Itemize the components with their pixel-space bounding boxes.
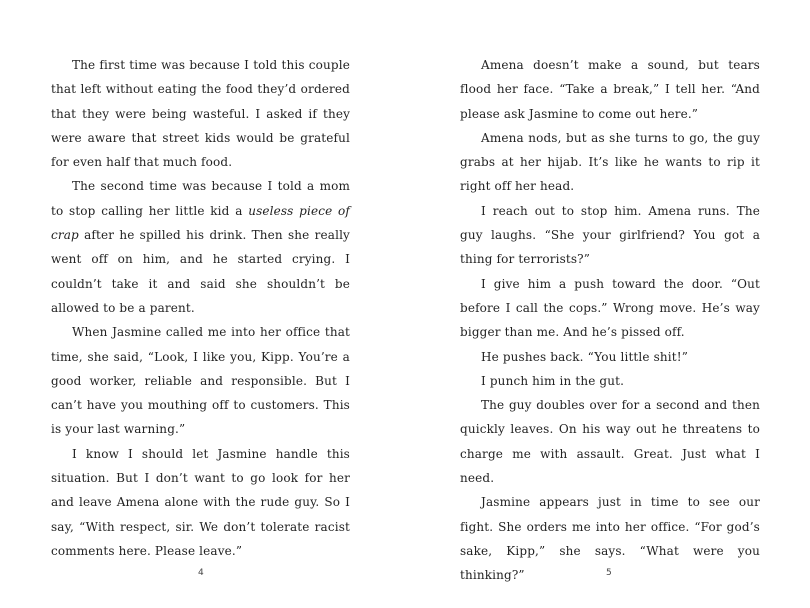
paragraph: Jasmine appears just in time to see our fight. She orders me into her office. “For god’s sake, Kipp,” she says. “What were you thinking?”: [460, 495, 760, 583]
page-number: 4: [198, 568, 204, 578]
left-page-text: [51, 53, 350, 563]
paragraph-text: after he spilled his drink. Then she really went off on him, and he started crying. I couldn’t take it and said she shouldn’t be allowed to be a parent.: [51, 228, 350, 315]
paragraph: Amena nods, but as she turns to go, the guy grabs at her hijab. It’s like he wants to rip it right off her head.: [460, 130, 760, 194]
paragraph: When Jasmine called me into her office that time, she said, “Look, I like you, Kipp. You’re a good worker, reliable and responsible. But I can’t have you mouthing off to customers. This is your last warning.”: [51, 325, 350, 437]
page-number: 5: [606, 568, 612, 578]
paragraph: I punch him in the gut.: [481, 373, 625, 388]
paragraph: I give him a push toward the door. “Out before I call the cops.” Wrong move. He’s way bigger than me. And he’s pissed off.: [460, 276, 760, 340]
paragraph-text: The second time was because I told a mom to stop calling her little kid a: [51, 179, 350, 218]
paragraph: He pushes back. “You little shit!”: [481, 349, 689, 364]
paragraph: I reach out to stop him. Amena runs. The guy laughs. “She your girlfriend? You got a thing for terrorists?”: [460, 203, 760, 267]
right-page: [405, 0, 810, 608]
paragraph: The first time was because I told this couple that left without eating the food they’d ordered that they were being wasteful. I asked if they were aware that street kids would be grateful for even half that much food.: [51, 58, 350, 170]
paragraph: Amena doesn’t make a sound, but tears flood her face. “Take a break,” I tell her. “And please ask Jasmine to come out here.”: [460, 58, 760, 121]
right-page-text: [460, 53, 760, 588]
paragraph: The guy doubles over for a second and then quickly leaves. On his way out he threatens to charge me with assault. Great. Just what I need.: [460, 398, 760, 486]
paragraph: I know I should let Jasmine handle this situation. But I don’t want to go look for her and leave Amena alone with the rude guy. So I say, “With respect, sir. We don’t tolerate racist comments here. Please leave.”: [51, 446, 350, 558]
emphasized-phrase: useless piece of crap: [51, 203, 351, 243]
paragraph: [51, 174, 350, 320]
